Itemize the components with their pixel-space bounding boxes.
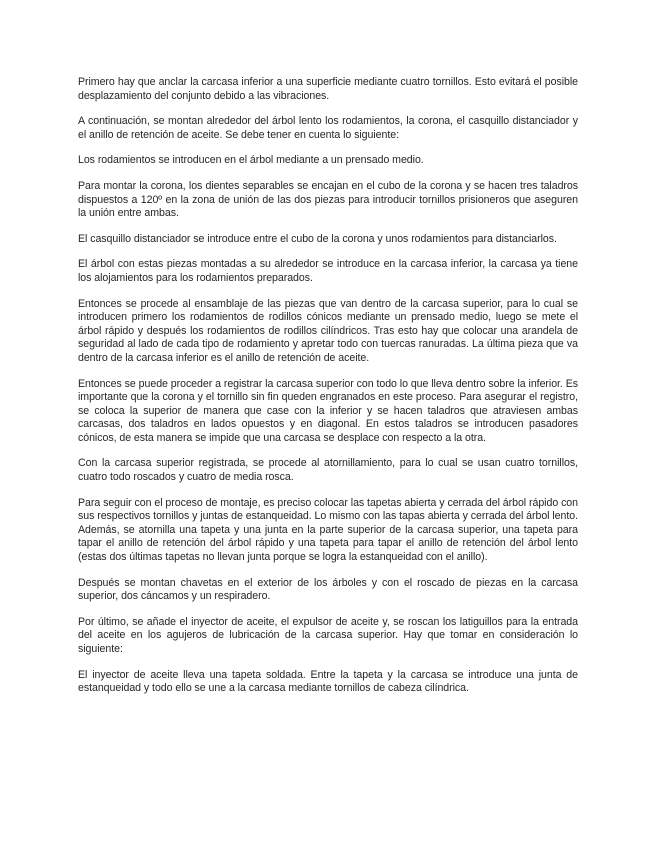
- paragraph: Entonces se procede al ensamblaje de las piezas que van dentro de la carcasa superior, para lo cual se introducen primero los rodamientos de rodillos cónicos mediante un prensado medio, luego se mete el árbol rápido y después los rodamientos de rodillos cilíndricos. Tras esto hay que colocar una arandela de seguridad al lado de cada tipo de rodamiento y apretar todo con tuercas ranuradas. La última pieza que va dentro de la carcasa inferior es el anillo de retención de aceite.: [78, 297, 578, 364]
- paragraph: El árbol con estas piezas montadas a su alrededor se introduce en la carcasa inferior, la carcasa ya tiene los alojamientos para los rodamientos preparados.: [78, 258, 578, 284]
- paragraph: Los rodamientos se introducen en el árbol mediante a un prensado medio.: [78, 154, 424, 167]
- paragraph: Después se montan chavetas en el exterior de los árboles y con el roscado de piezas en la carcasa superior, dos cáncamos y un respiradero.: [78, 576, 578, 603]
- paragraph: A continuación, se montan alrededor del árbol lento los rodamientos, la corona, el casquillo distanciador y el anillo de retención de aceite. Se debe tener en cuenta lo siguiente:: [78, 115, 578, 141]
- document-body: [78, 76, 578, 708]
- paragraph: El inyector de aceite lleva una tapeta soldada. Entre la tapeta y la carcasa se introduce una junta de estanqueidad y todo ello se une a la carcasa mediante tornillos de cabeza cilíndrica.: [78, 668, 578, 695]
- paragraph: El casquillo distanciador se introduce entre el cubo de la corona y unos rodamientos para distanciarlos.: [78, 232, 557, 245]
- paragraph: Para seguir con el proceso de montaje, es preciso colocar las tapetas abierta y cerrada del árbol rápido con sus respectivos tornillos y juntas de estanqueidad. Lo mismo con las tapas abierta y cerrada del árbol lento. Además, se atornilla una tapeta y una junta en la parte superior de la carcasa superior, una tapeta para tapar el anillo de retención del árbol rápido y una tapeta para tapar el anillo de retención del árbol lento (estas dos últimas tapetas no llevan junta porque se logra la estanqueidad con el anillo).: [78, 496, 578, 564]
- paragraph: Con la carcasa superior registrada, se procede al atornillamiento, para lo cual se usan cuatro tornillos, cuatro todo roscados y cuatro de media rosca.: [78, 457, 578, 484]
- paragraph: Entonces se puede proceder a registrar la carcasa superior con todo lo que lleva dentro sobre la inferior. Es importante que la corona y el tornillo sin fin queden engranados en este proceso. Para asegurar el registro, se coloca la superior de manera que case con la inferior y se hacen taladros que atraviesen ambas carcasas, dos taladros en lados opuestos y en diagonal. En estos taladros se introducen pasadores cónicos, de esta manera se impide que una carcasa se desplace con respecto a la otra.: [78, 377, 578, 444]
- paragraph: Por último, se añade el inyector de aceite, el expulsor de aceite y, se roscan los latiguillos para la entrada del aceite en los agujeros de lubricación de la carcasa superior. Hay que tomar en consideración lo siguiente:: [78, 615, 578, 655]
- paragraph: Primero hay que anclar la carcasa inferior a una superficie mediante cuatro tornillos. Esto evitará el posible desplazamiento del conjunto debido a las vibraciones.: [78, 76, 578, 102]
- paragraph: Para montar la corona, los dientes separables se encajan en el cubo de la corona y se hacen tres taladros dispuestos a 120º en la zona de unión de las dos piezas para introducir tornillos prisioneros que aseguren la unión entre ambas.: [78, 179, 578, 220]
